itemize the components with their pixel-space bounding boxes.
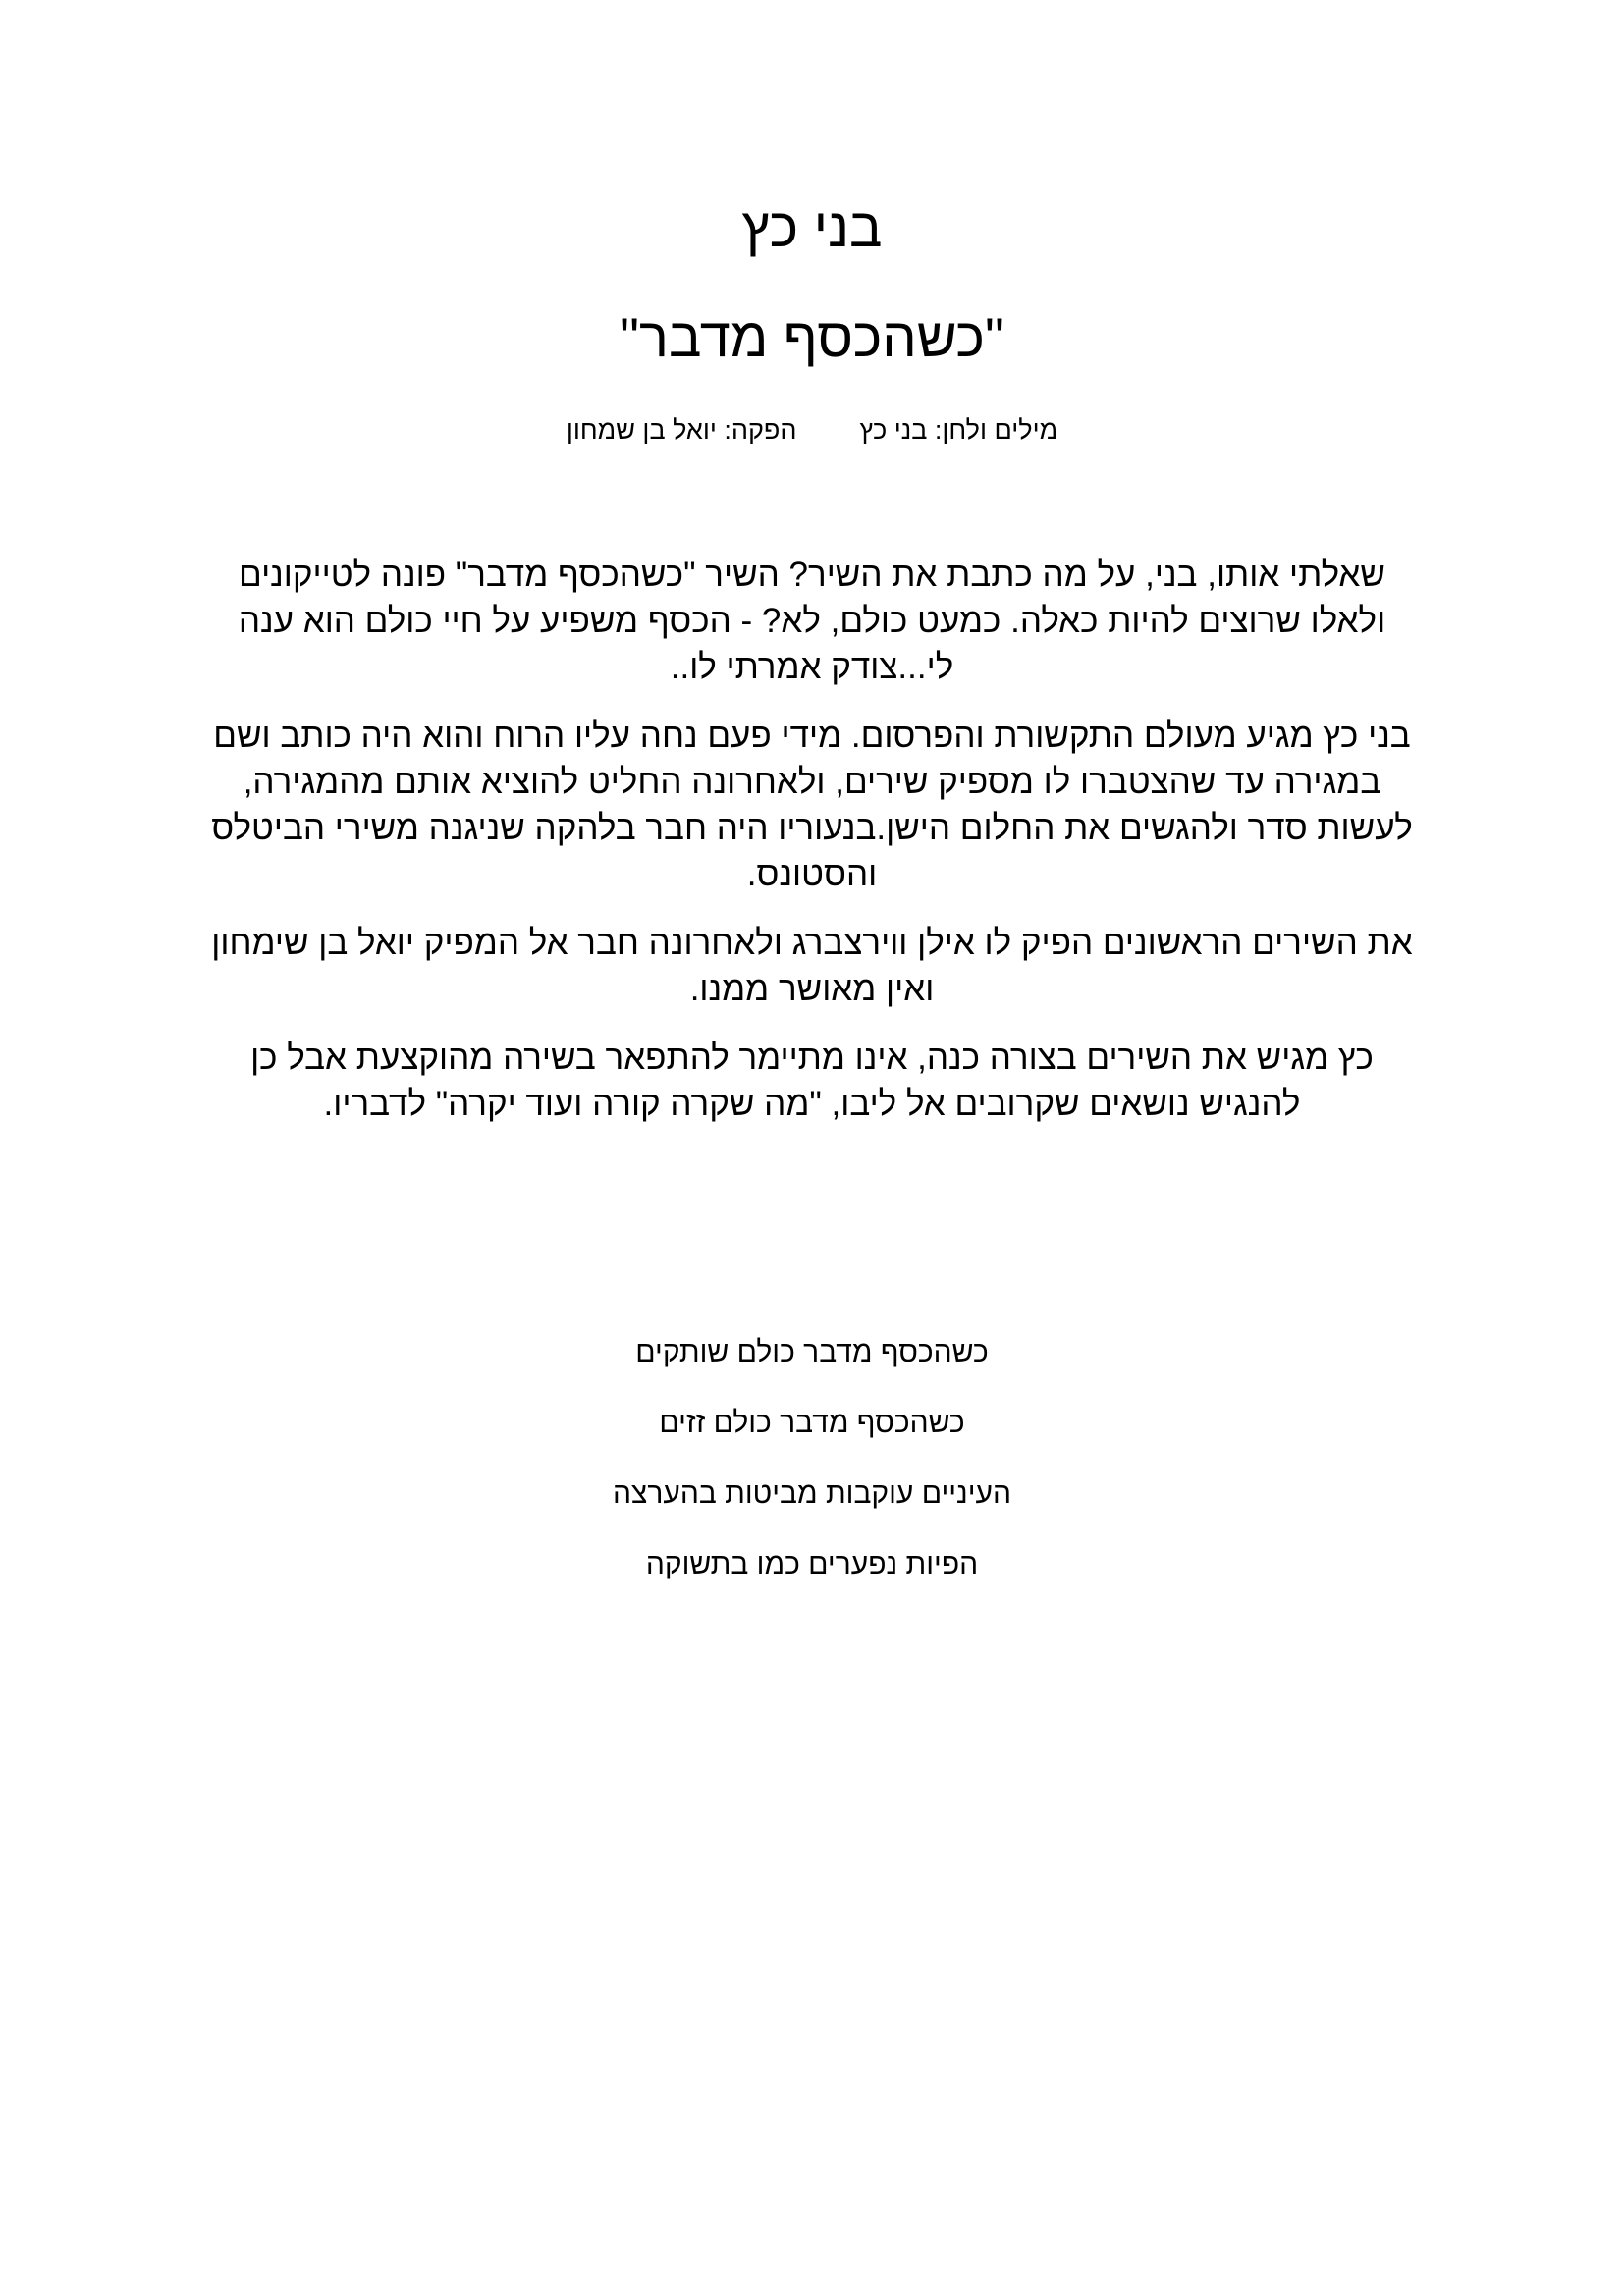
- credit-production: הפקה: יואל בן שמחון: [566, 415, 797, 445]
- intro-paragraph: שאלתי אותו, בני, על מה כתבת את השיר? השיר "כשהכסף מדבר" פונה לטייקונים ולאלו שרוצים להיות כאלה. כמעט כולם, לא? - הכסף משפיע על חיי כולם הוא ענה לי...צודק אמרתי לו..: [238, 556, 1386, 686]
- lyric-line: כשהכסף מדבר כולם שותקים: [635, 1336, 989, 1368]
- lyric-line: הפיות נפערים כמו בתשוקה: [645, 1548, 979, 1580]
- intro-paragraph: כץ מגיש את השירים בצורה כנה, אינו מתיימר להתפאר בשירה מהוקצעת אבל כן להנגיש נושאים שקרובים אל ליבו, "מה שקרה קורה ועוד יקרה" לדבריו.: [250, 1039, 1374, 1123]
- lyric-line: העיניים עוקבות מביטות בהערצה: [613, 1477, 1011, 1510]
- lyrics-block: [0, 1333, 1624, 1616]
- credits-line: [0, 412, 1624, 448]
- artist-name: בני כץ: [741, 196, 883, 258]
- intro-paragraph: את השירים הראשונים הפיק לו אילן ווירצברג ולאחרונה חבר אל המפיק יואל בן שימחון ואין מאושר ממנו.: [211, 924, 1413, 1008]
- song-title: "כשהכסף מדבר": [620, 306, 1004, 368]
- credit-words-music: מילים ולחן: בני כץ: [859, 415, 1058, 445]
- lyric-line: כשהכסף מדבר כולם זזים: [659, 1407, 965, 1439]
- intro-paragraph: בני כץ מגיע מעולם התקשורת והפרסום. מידי פעם נחה עליו הרוח והוא היה כותב ושם במגירה עד שהצטברו לו מספיק שירים, ולאחרונה החליט להוציא אותם מהמגירה, לעשות סדר ולהגשים את החלום הישן.בנעוריו היה חבר בלהקה שניגנה משירי הביטלס והסטונס.: [211, 717, 1413, 893]
- intro-text: [206, 552, 1418, 1149]
